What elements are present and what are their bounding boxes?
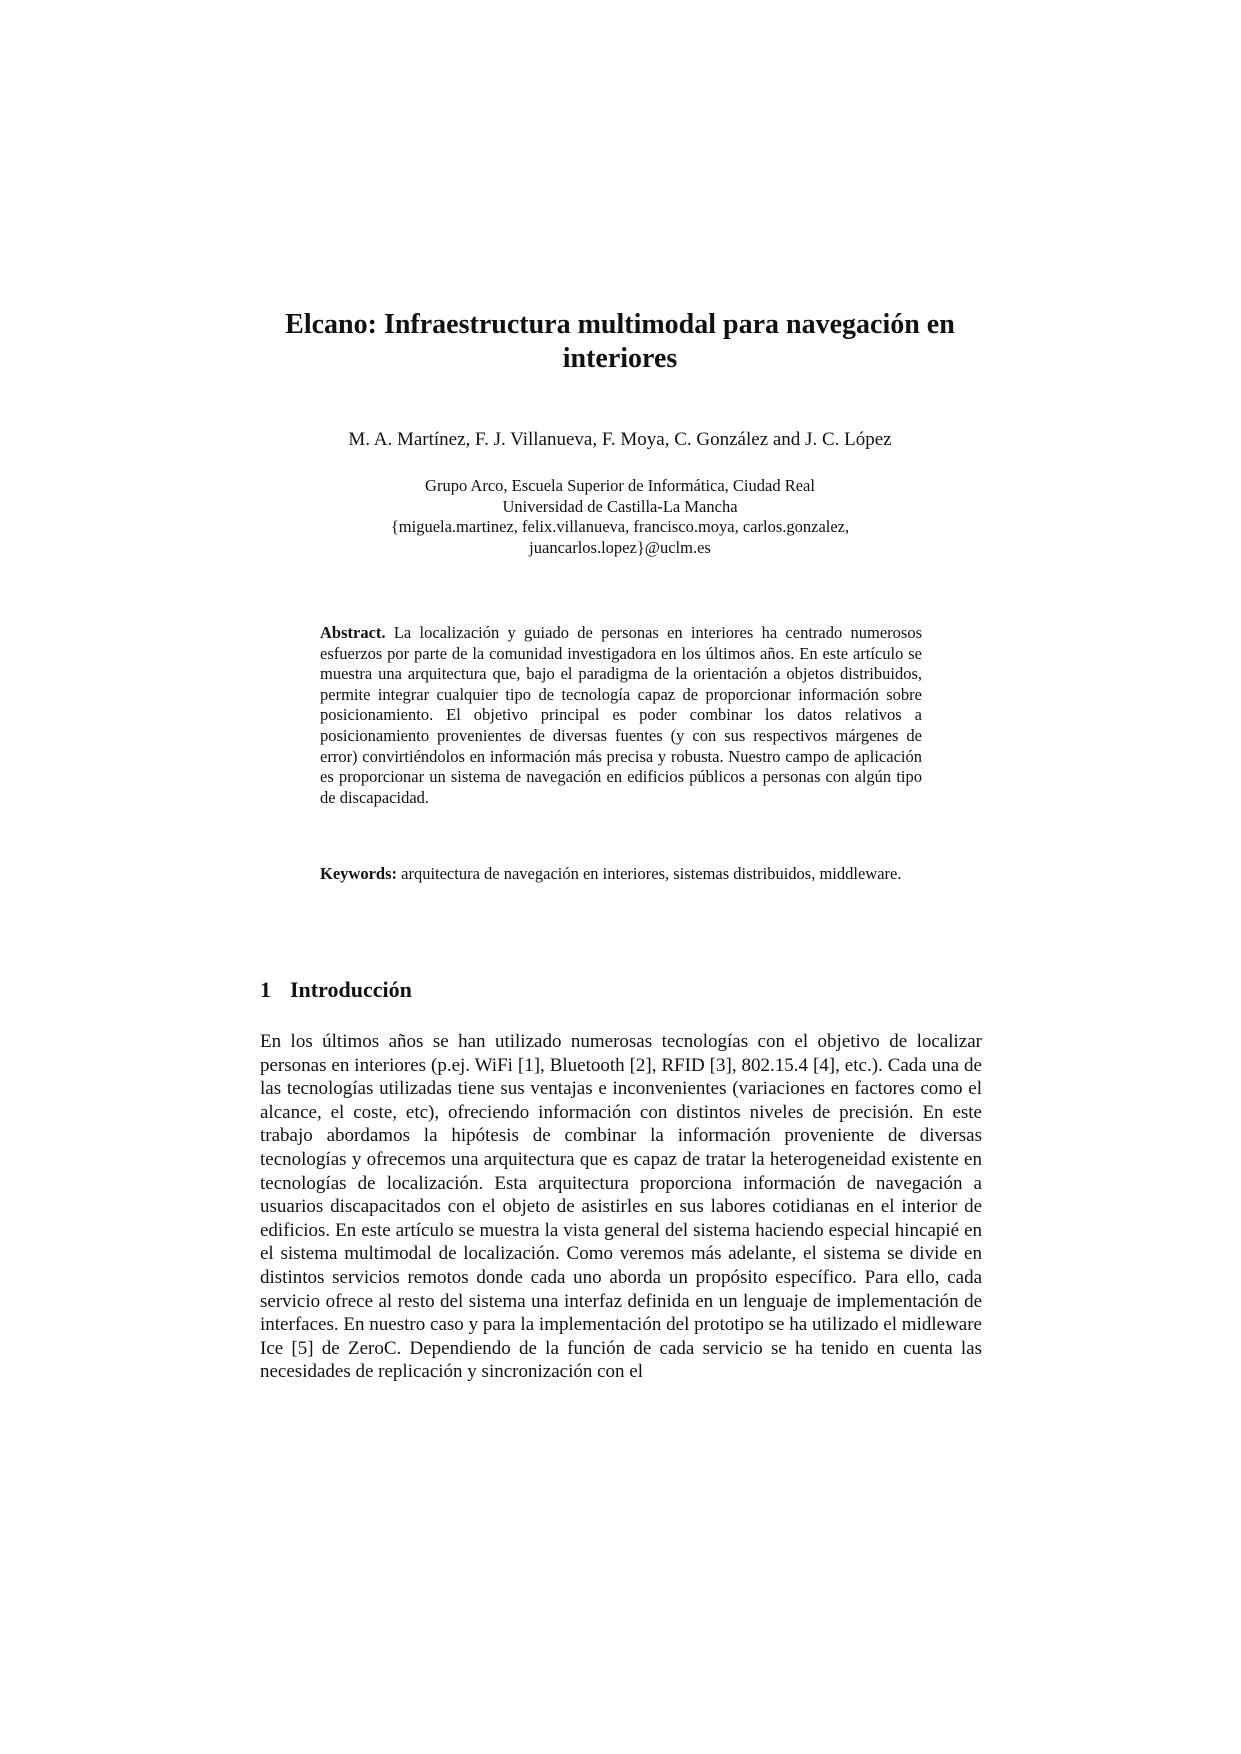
affiliation-line: Grupo Arco, Escuela Superior de Informática, Ciudad Real xyxy=(425,476,815,495)
affiliation-line: Universidad de Castilla-La Mancha xyxy=(502,496,738,516)
section-title: Introducción xyxy=(290,977,412,1002)
keywords-text: arquitectura de navegación en interiores, sistemas distribuidos, middleware. xyxy=(401,864,902,883)
author-list: M. A. Martínez, F. J. Villanueva, F. Moya, C. González and J. C. López xyxy=(348,429,892,450)
section-heading-introduction xyxy=(260,976,980,1004)
keywords-paragraph xyxy=(320,864,922,885)
affiliation-emails: juancarlos.lopez}@uclm.es xyxy=(529,537,711,557)
affiliation-block xyxy=(260,476,980,558)
section-number: 1 xyxy=(260,977,271,1002)
abstract-text: La localización y guiado de personas en interiores ha centrado numerosos esfuerzos por parte de la comunidad investigadora en los últimos años. En este artículo se muestra una arquitectura que, bajo el paradigma de la orientación a objetos distribuidos, permite integrar cualquier tipo de tecnología capaz de proporcionar información sobre posicionamiento. El objetivo principal es poder combinar los datos relativos a posicionamiento provenientes de diversas fuentes (y con sus respectivos márgenes de error) convirtiéndolos en información más precisa y robusta. Nuestro campo de aplicación es proporcionar un sistema de navegación en edificios públicos a personas con algún tipo de discapacidad. xyxy=(320,623,923,807)
abstract-label: Abstract. xyxy=(320,623,386,642)
paper-title: Elcano: Infraestructura multimodal para navegación en interiores xyxy=(285,309,955,374)
affiliation-emails: {miguela.martinez, felix.villanueva, francisco.moya, carlos.gonzalez, xyxy=(390,517,850,536)
keywords-label: Keywords: xyxy=(320,864,397,883)
abstract-paragraph xyxy=(320,623,922,808)
introduction-paragraph: En los últimos años se han utilizado numerosas tecnologías con el objetivo de localizar personas en interiores (p.ej. WiFi [1], Bluetooth [2], RFID [3], 802.15.4 [4], etc.). Cada una de las tecnologías utilizadas tiene sus ventajas e inconvenientes (variaciones en factores como el alcance, el coste, etc), ofreciendo información con distintos niveles de precisión. En este trabajo abordamos la hipótesis de combinar la información proveniente de diversas tecnologías y ofrecemos una arquitectura que es capaz de tratar la heterogeneidad existente en tecnologías de localización. Esta arquitectura proporciona información de navegación a usuarios discapacitados con el objeto de asistirles en sus labores cotidianas en el interior de edificios. En este artículo se muestra la vista general del sistema haciendo especial hincapié en el sistema multimodal de localización. Como veremos más adelante, el sistema se divide en distintos servicios remotos donde cada uno aborda un propósito específico. Para ello, cada servicio ofrece al resto del sistema una interfaz definida en un lenguaje de implementación de interfaces. En nuestro caso y para la implementación del prototipo se ha utilizado el midleware Ice [5] de ZeroC. Dependiendo de la función de cada servicio se ha tenido en cuenta las necesidades de replicación y sincronización con el xyxy=(260,1031,982,1383)
